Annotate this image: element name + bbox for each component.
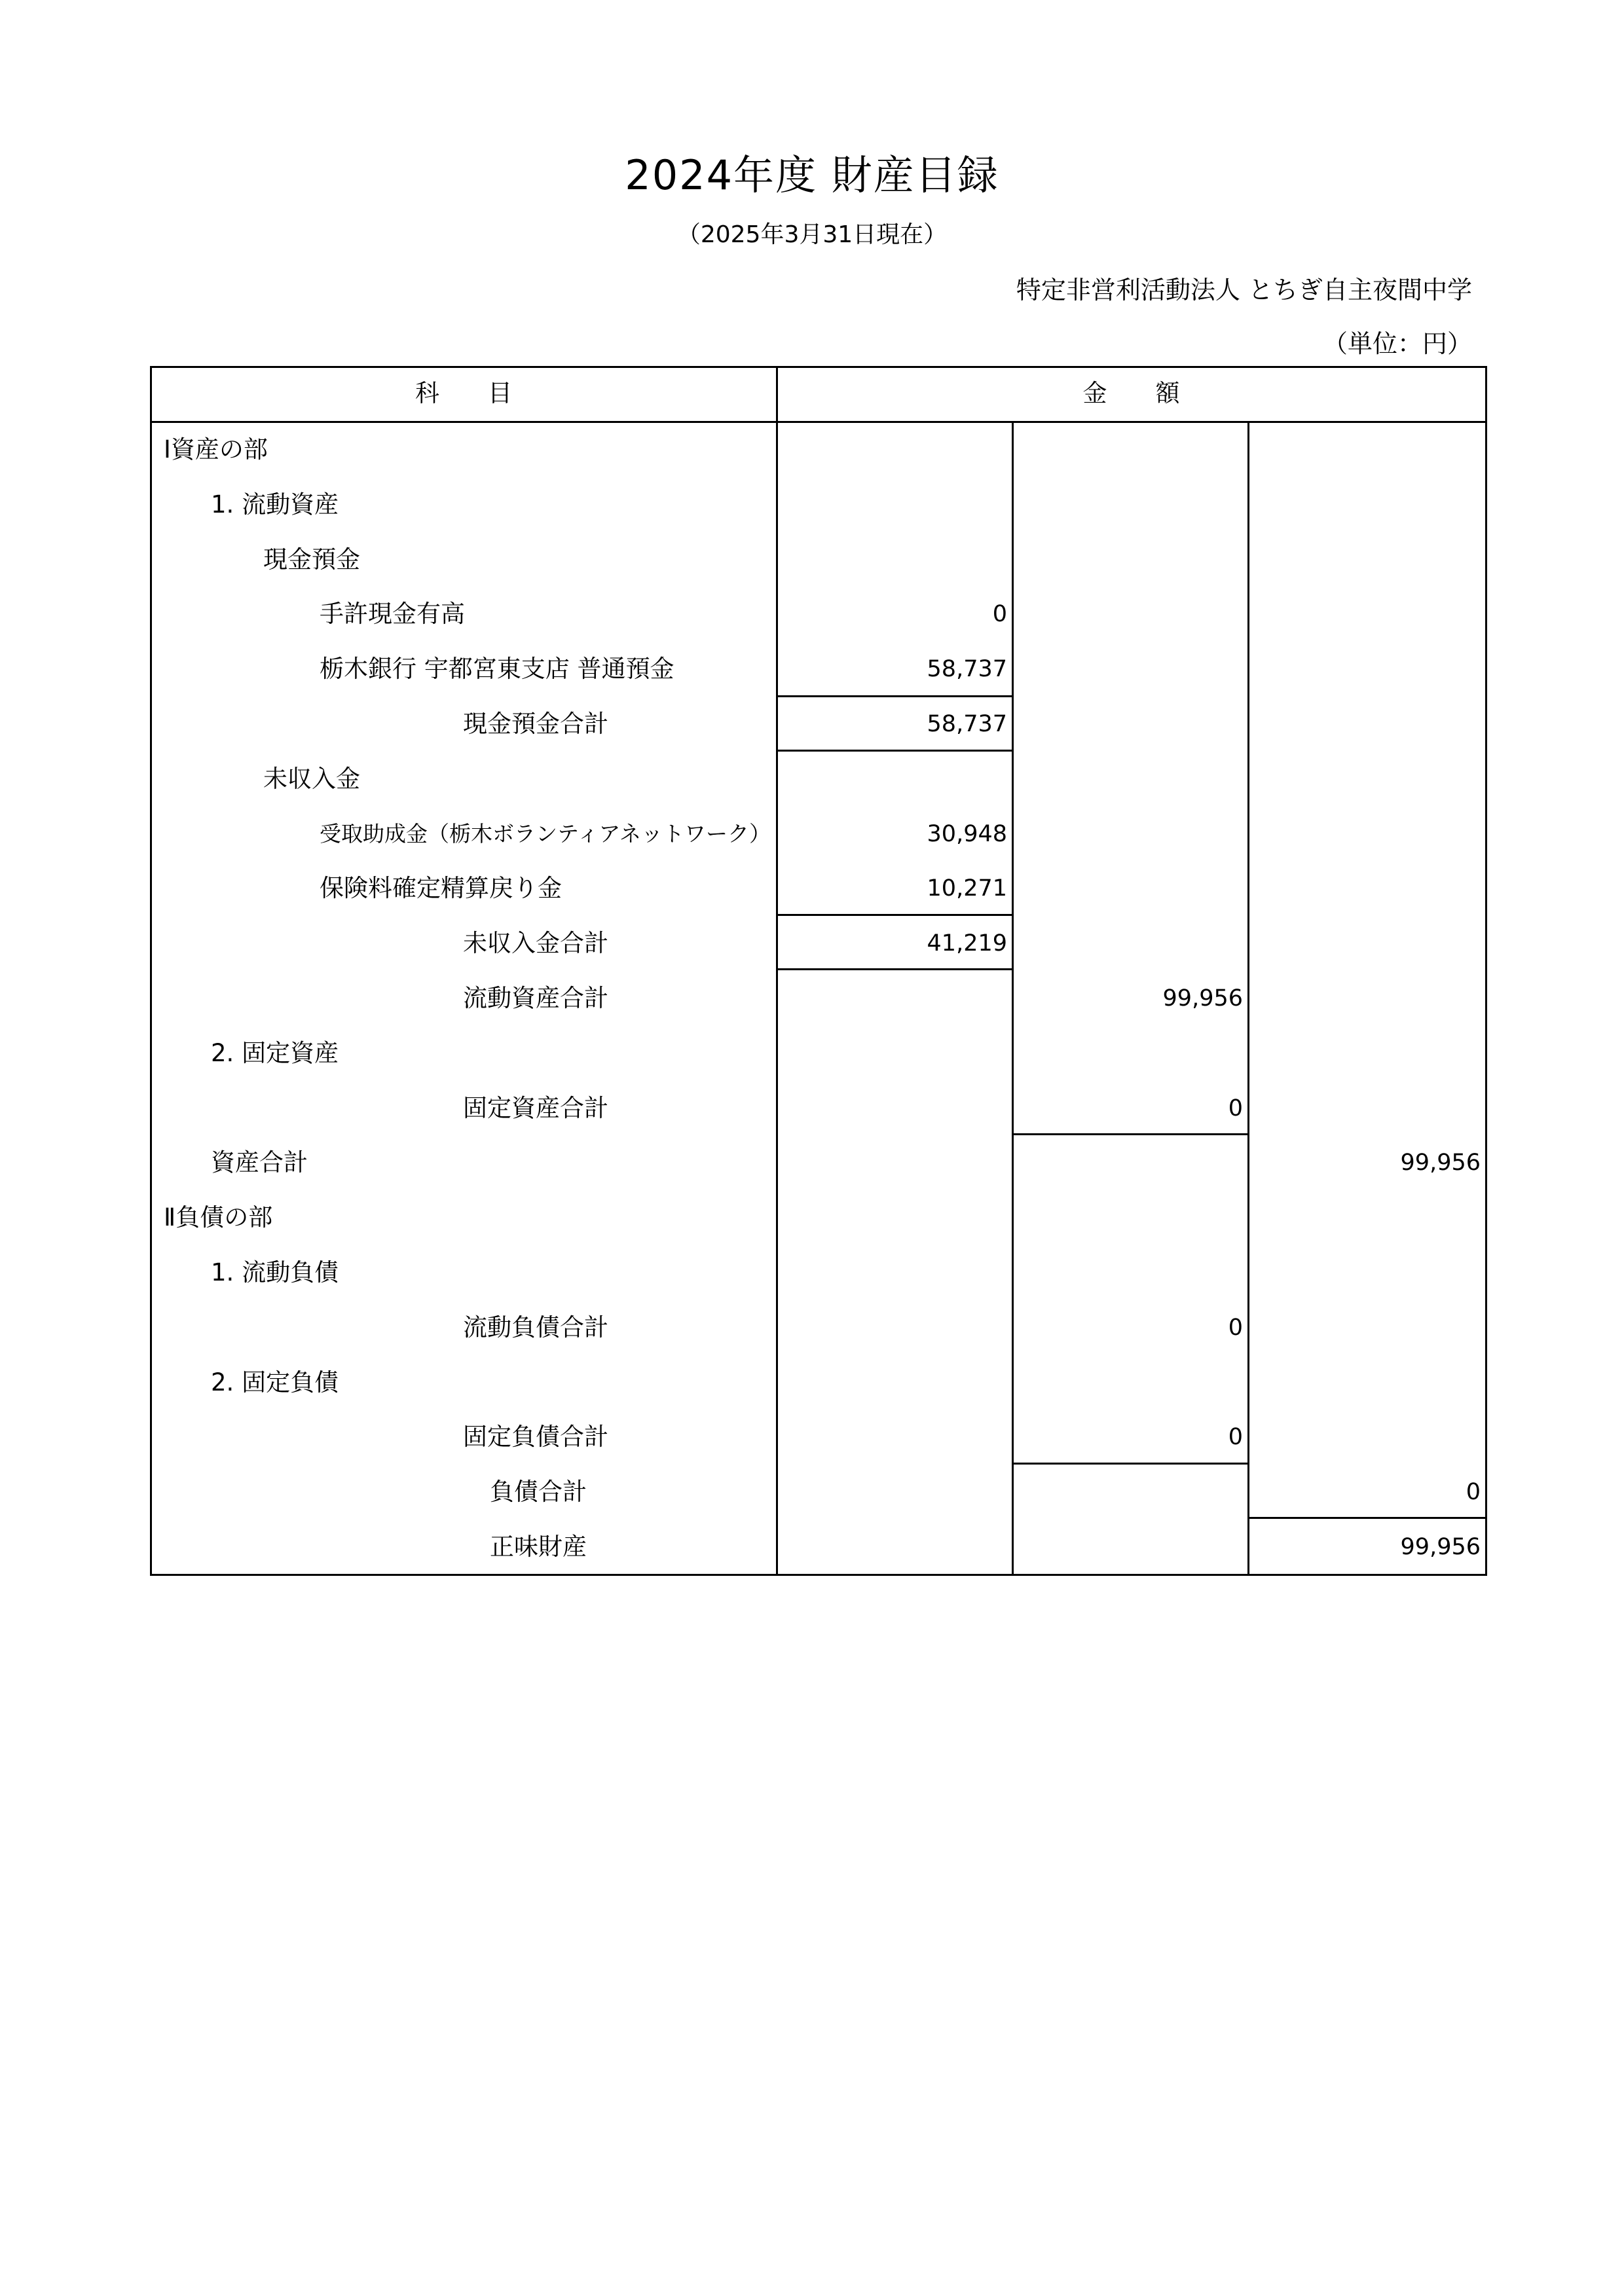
amount-col2: 0 [1228,1424,1243,1450]
row-label: 現金預金合計 [463,710,608,738]
table-top-border [150,366,1487,368]
row-label: 2. 固定負債 [211,1368,339,1396]
organization-name: 特定非営利活動法人 とちぎ自主夜間中学 [1016,276,1472,304]
row-label: 流動負債合計 [463,1313,608,1341]
amount-col3: 99,956 [1400,1534,1481,1560]
subtotal-rule [1012,1463,1249,1465]
amount-col2: 0 [1228,1095,1243,1121]
row-label: 未収入金合計 [463,929,608,957]
amount-col2: 99,956 [1162,985,1243,1011]
row-label: 2. 固定資産 [211,1039,339,1067]
row-label: 固定資産合計 [463,1094,608,1122]
row-label: 正味財産 [490,1533,587,1561]
subtotal-rule [776,914,1013,916]
row-label: 資産合計 [211,1148,308,1176]
row-label: 流動資産合計 [463,984,608,1012]
row-label: 現金預金 [263,545,360,574]
row-label: 1. 流動負債 [211,1258,339,1286]
unit-label: （単位：円） [1322,329,1472,358]
row-label: Ⅱ負債の部 [164,1203,273,1231]
amount-col1: 58,737 [927,656,1007,682]
row-label: 栃木銀行 宇都宮東支店 普通預金 [320,655,674,683]
row-label: Ⅰ資産の部 [164,435,268,464]
subtotal-rule [1247,1517,1487,1519]
amount-col1: 0 [992,601,1007,627]
header-subject: 科 目 [415,379,512,407]
amount-col3: 0 [1466,1479,1481,1505]
header-bottom-border [150,421,1487,423]
amount-col1: 30,948 [927,821,1007,847]
amount-col3: 99,956 [1400,1150,1481,1176]
subtotal-rule [776,968,1013,970]
row-label: 固定負債合計 [463,1423,608,1451]
row-label: 負債合計 [490,1478,587,1506]
header-amount: 金 額 [1082,379,1180,407]
subject-column-divider [776,366,778,1576]
row-label: 保険料確定精算戻り金 [320,874,562,902]
table-right-border [1485,366,1487,1576]
amount-col1: 58,737 [927,711,1007,737]
subtotal-rule [776,750,1013,752]
amount-column-divider-2 [1247,421,1249,1576]
amount-col2: 0 [1228,1315,1243,1341]
row-label: 受取助成金（栃木ボランティアネットワーク） [320,821,771,847]
row-label: 未収入金 [263,765,360,793]
row-label: 手許現金有高 [320,600,465,628]
page-title: 2024年度 財産目録 [625,151,999,199]
subtotal-rule [776,695,1013,697]
report-date: （2025年3月31日現在） [676,221,948,248]
amount-col1: 41,219 [927,930,1007,957]
subtotal-rule [1012,1133,1249,1135]
row-label: 1. 流動資産 [211,490,339,519]
amount-column-divider-1 [1012,421,1014,1576]
table-bottom-border [150,1574,1487,1576]
table-left-border [150,366,152,1576]
amount-col1: 10,271 [927,875,1007,902]
